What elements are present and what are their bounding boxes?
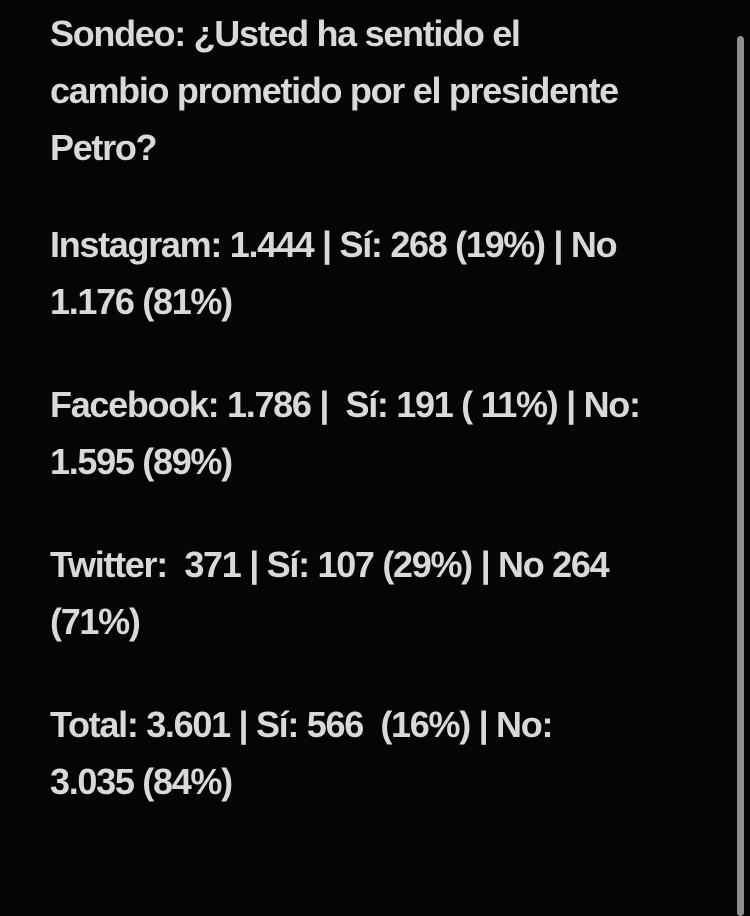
poll-result-twitter — [50, 536, 720, 650]
result-line: Total: 3.601 | Sí: 566 (16%) | No: — [50, 704, 553, 745]
poll-result-facebook — [50, 376, 720, 490]
poll-result-total — [50, 696, 720, 810]
result-line: 1.595 (89%) — [50, 441, 232, 482]
result-line: 3.035 (84%) — [50, 761, 232, 802]
question-line-1: Sondeo: ¿Usted ha sentido el — [50, 13, 520, 54]
result-line: Facebook: 1.786 | Sí: 191 ( 11%) | No: — [50, 384, 640, 425]
result-line: Twitter: 371 | Sí: 107 (29%) | No 264 — [50, 544, 609, 585]
result-line: Instagram: 1.444 | Sí: 268 (19%) | No — [50, 224, 617, 265]
scrollbar-thumb[interactable] — [737, 36, 744, 916]
result-line: (71%) — [50, 601, 140, 642]
poll-result-instagram — [50, 216, 720, 330]
question-line-3: Petro? — [50, 127, 157, 168]
question-line-2: cambio prometido por el presidente — [50, 70, 618, 111]
poll-question — [50, 5, 720, 176]
result-line: 1.176 (81%) — [50, 281, 232, 322]
